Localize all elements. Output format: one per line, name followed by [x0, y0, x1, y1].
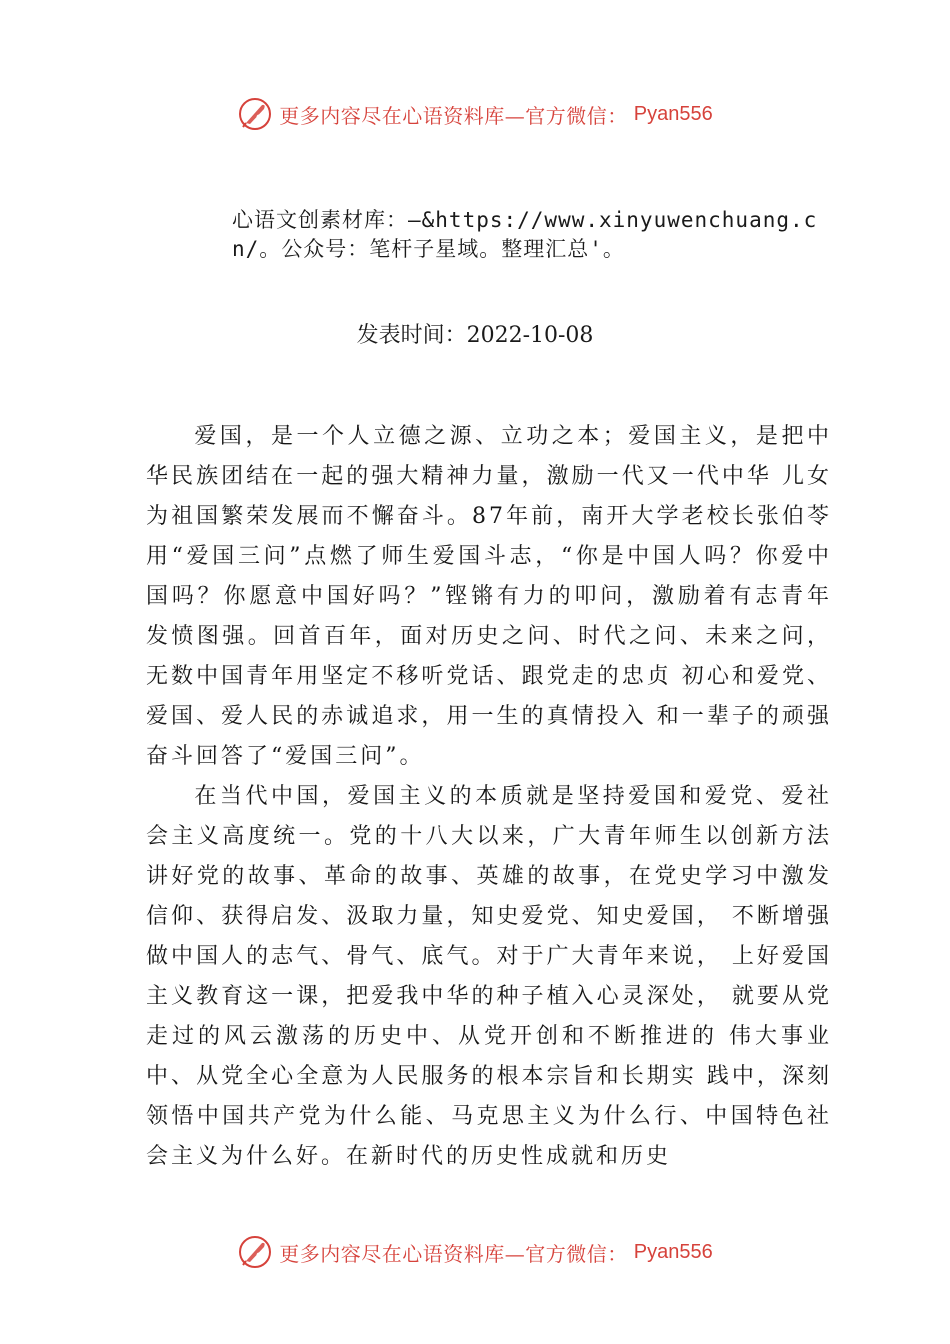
publish-label: 发表时间： [356, 323, 467, 348]
article-body [146, 417, 832, 1177]
header-banner [0, 94, 950, 134]
paragraph: 爱国，是一个人立德之源、立功之本；爱国主义，是把中华民族团结在一起的强大精神力量，激励一代又一代中华 儿女为祖国繁荣发展而不懈奋斗。87年前，南开大学老校长张伯苓用“爱国三问”点燃了师生爱国斗志，“你是中国人吗？你爱中国吗？你愿意中国好吗？”铿锵有力的叩问，激励着有志青年发愤图强。回首百年，面对历史之问、时代之问、未来之问，无数中国青年用坚定不移听党话、跟党走的忠贞 初心和爱党、爱国、爱人民的赤诚追求，用一生的真情投入 和一辈子的顽强奋斗回答了“爱国三问”。 [146, 424, 832, 769]
quill-pen-icon [237, 1234, 273, 1270]
banner-text: 更多内容尽在心语资料库—官方微信： [279, 103, 628, 128]
footer-banner [0, 1232, 950, 1272]
paragraph: 在当代中国，爱国主义的本质就是坚持爱国和爱党、爱社会主义高度统一。党的十八大以来，广大青年师生以创新方法讲好党的故事、革命的故事、英雄的故事，在党史学习中激发信仰、获得启发、汲取力量，知史爱党、知史爱国， 不断增强做中国人的志气、骨气、底气。对于广大青年来说， 上好爱国主义教育这一课，把爱我中华的种子植入心灵深处， 就要从党走过的风云激荡的历史中、从党开创和不断推进的 伟大事业中、从党全心全意为人民服务的根本宗旨和长期实 践中，深刻领悟中国共产党为什么能、马克思主义为什么行、中国特色社会主义为什么好。在新时代的历史性成就和历史 [146, 784, 832, 1169]
wechat-id: Pyan556 [633, 1240, 713, 1263]
banner-text: 更多内容尽在心语资料库—官方微信： [279, 1241, 628, 1266]
publish-date-value: 2022-10-08 [466, 323, 594, 348]
source-note: 心语文创素材库：—&https://www.xinyuwenchuang.cn/。公众号：笔杆子星域。整理汇总'。 [232, 208, 818, 261]
publish-date [0, 318, 950, 349]
quill-pen-icon [237, 96, 273, 132]
wechat-id: Pyan556 [633, 102, 713, 125]
